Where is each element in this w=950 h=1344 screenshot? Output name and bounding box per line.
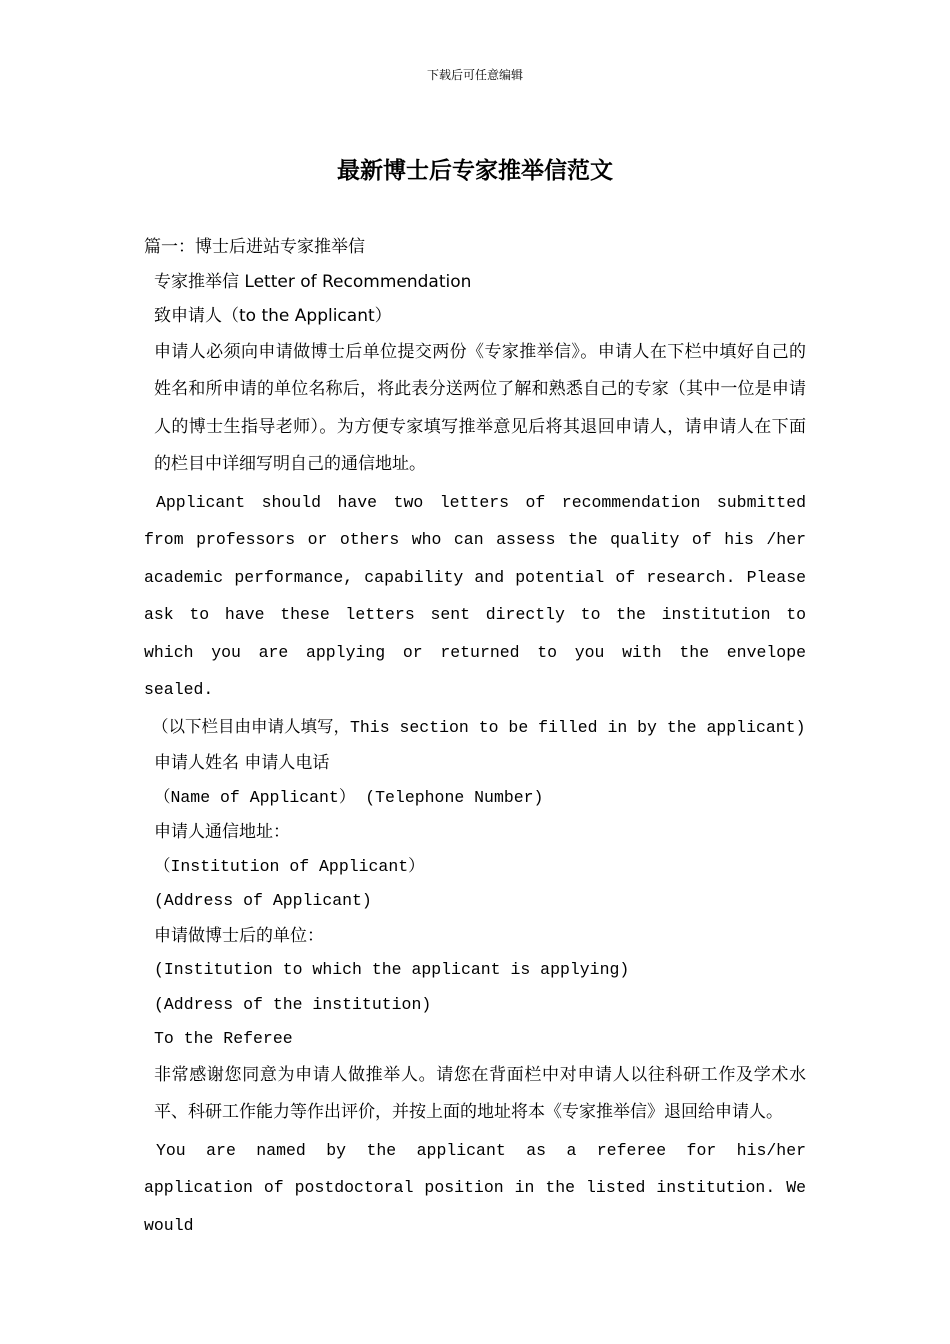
to-referee-heading: To the Referee	[154, 1029, 293, 1048]
address-of-applicant: (Address of Applicant)	[154, 891, 372, 910]
applicant-name-phone: 申请人姓名 申请人电话	[154, 753, 330, 773]
applicant-section-note: （以下栏目由申请人填写，This section to be filled in by the applicant)	[152, 717, 806, 737]
referee-instructions-en: You are named by the applicant as a referee for his/her application of postdoctoral position in the listed institution. We would	[144, 1140, 806, 1235]
institution-applying: (Institution to which the applicant is applying)	[154, 960, 630, 979]
letter-title: 专家推举信 Letter of Recommendation	[154, 271, 472, 292]
section-heading: 篇一：博士后进站专家推举信	[144, 237, 365, 257]
postdoc-unit-label: 申请做博士后的单位：	[154, 925, 324, 946]
document-title: 最新博士后专家推举信范文	[337, 158, 613, 184]
referee-instructions-cn: 非常感谢您同意为申请人做推举人。请您在背面栏中对申请人以往科研工作及学术水平、科研工作能力等作出评价，并按上面的地址将本《专家推举信》退回给申请人。	[154, 1064, 806, 1122]
name-phone-en: （Name of Applicant） (Telephone Number)	[154, 787, 544, 807]
address-of-institution: (Address of the institution)	[154, 994, 432, 1014]
header-note: 下载后可任意编辑	[426, 68, 523, 82]
institution-of-applicant: （Institution of Applicant）	[154, 856, 425, 876]
document-body	[144, 230, 806, 1244]
instructions-cn: 申请人必须向申请做博士后单位提交两份《专家推举信》。申请人在下栏中填好自己的姓名和所申请的单位名称后，将此表分送两位了解和熟悉自己的专家（其中一位是申请人的博士生指导老师）。为方便专家填写推举意见后将其退回申请人，请申请人在下面的栏目中详细写明自己的通信地址。	[154, 341, 806, 474]
applicant-address-label: 申请人通信地址：	[154, 822, 290, 842]
instructions-en: Applicant should have two letters of recommendation submitted from professors or others who can assess the quality of his /her academic performance, capability and potential of research. Please ask to have these letters sent directly to the institution to which you are applying or returned to you with the envelope sealed.	[144, 492, 806, 699]
to-applicant-line: 致申请人（to the Applicant）	[154, 306, 392, 326]
